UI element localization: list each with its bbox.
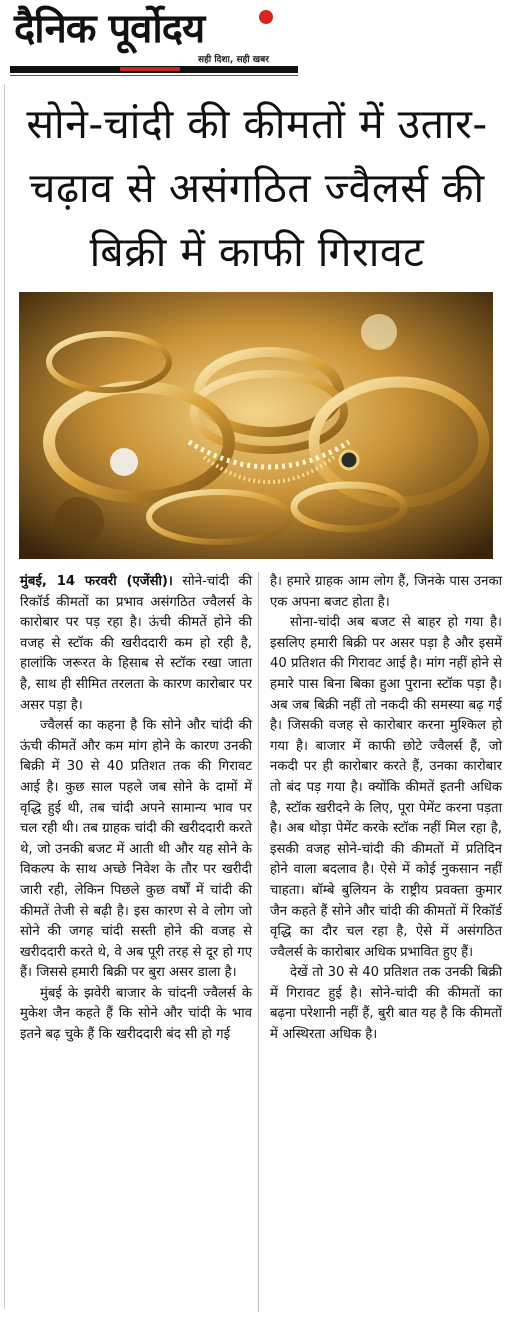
article-lead <box>20 572 252 716</box>
gold-jewellery-photo <box>19 292 493 559</box>
masthead-tagline: सही दिशा, सही खबर <box>198 55 269 65</box>
page-border <box>4 84 5 1309</box>
column-divider <box>258 572 259 1312</box>
logo-red-dot <box>259 10 273 24</box>
article-column-right <box>270 572 502 1046</box>
article-headline: सोने-चांदी की कीमतों में उतार-चढ़ाव से असंगठित ज्वैलर्स की बिक्री में काफी गिरावट <box>26 100 488 276</box>
masthead-accent-rule <box>120 67 180 71</box>
article-paragraph-continued: है। हमारे ग्राहक आम लोग हैं, जिनके पास उनका एक अपना बजट होता है। <box>270 574 502 610</box>
article-column-left <box>20 572 252 1046</box>
article-dateline: मुंबई, 14 फरवरी (एजेंसी)। <box>20 574 173 589</box>
masthead-thin-rule <box>10 75 298 76</box>
article-paragraph: देखें तो 30 से 40 प्रतिशत तक उनकी बिक्री में गिरावट हुई है। सोने-चांदी की कीमतों का बढ़ना परेशानी नहीं हैं, बुरी बात यह है कि कीमतों में अस्थिरता अधिक है। <box>270 965 502 1043</box>
article-paragraph: सोना-चांदी अब बजट से बाहर हो गया है। इसलिए हमारी बिक्री पर असर पड़ा है और इसमें 40 प्रतिशत की गिरावट आई है। मांग नहीं होने से हमारे पास बिना बिका हुआ पुराना स्टॉक पड़ा है। अब जब बिक्री नहीं तो नकदी की समस्या बढ़ गई है। जिसकी वजह से कारोबार करना मुश्किल हो गया है। बाजार में काफी छोटे ज्वैलर्स हैं, जो नकदी पर ही कारोबार करते हैं, उनका कारोबार तो बंद पड़ गया है। क्योंकि कीमतें इतनी अधिक है, स्टॉक खरीदने के लिए, पूरा पेमेंट करना पड़ता है। अब थोड़ा पेमेंट करके स्टॉक नहीं मिल रहा है, इसकी वजह सोने-चांदी की कीमतों में प्रतिदिन होने वाला बदलाव है। ऐसे में कोई नुकसान नहीं चाहता। बॉम्बे बुलियन के राष्ट्रीय प्रवक्ता कुमार जैन कहते हैं सोने और चांदी की कीमतों में रिकॉर्ड वृद्धि का दौर चल रहा है, ऐसे में असंगठित ज्वैलर्स के कारोबार अधिक प्रभावित हुए हैं। <box>270 615 502 960</box>
newspaper-logo: दैनिक पूर्वोदय <box>14 6 205 52</box>
article-paragraph: मुंबई के झवेरी बाजार के चांदनी ज्वैलर्स के मुकेश जैन कहते हैं कि सोने और चांदी के भाव इतने बढ़ चुके हैं कि खरीददारी बंद सी हो गई <box>20 985 252 1043</box>
masthead <box>0 0 513 78</box>
article-paragraph: ज्वैलर्स का कहना है कि सोने और चांदी की ऊंची कीमतें और कम मांग होने के कारण उनकी बिक्री में 30 से 40 प्रतिशत तक की गिरावट आई है। कुछ साल पहले जब सोने के दामों में वृद्धि हुई थी, तब चांदी अपने सामान्य भाव पर चल रही थी। तब ग्राहक चांदी की खरीददारी करते थे, जो उनकी बजट में आती थी और यह सोने के विकल्प के साथ अच्छे निवेश के तौर पर खरीदी जारी रही, लेकिन पिछले कुछ वर्षों में चांदी की कीमतें तेजी से बढ़ी है। इस कारण से वे लोग जो सोने की जगह चांदी सस्ती होने की वजह से खरीददारी करते थे, वे अब पूरी तरह से दूर हो गए हैं। जिससे हमारी बिक्री पर बुरा असर डाला है। <box>20 718 252 981</box>
lead-text: सोने-चांदी की रिकॉर्ड कीमतों का प्रभाव असंगठित ज्वैलर्स के कारोबार पर पड़ रहा है। ऊंची कीमतें होने की वजह से स्टॉक की खरीददारी कम हो रही है, हालांकि जरूरत के हिसाब से स्टॉक रखा जाता है, साथ ही सीमित तरलता के कारण कारोबार पर असर पड़ा है। <box>20 574 252 713</box>
